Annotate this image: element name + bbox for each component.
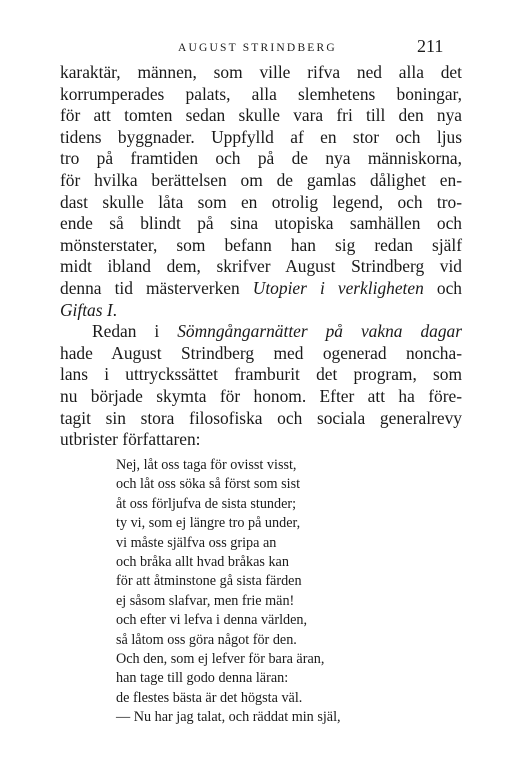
text-line: hade August Strindberg med ogenerad noncha- <box>60 342 462 363</box>
verse-line: och bråka allt hvad bråkas kan <box>116 553 289 570</box>
text-line <box>60 300 462 322</box>
verse-line: han tage till godo denna läran: <box>116 670 289 687</box>
text-line: tro på framtiden och på de nya människorna, <box>60 148 462 169</box>
line-text: . <box>112 299 118 320</box>
text-line: midt ibland dem, skrifver August Strindberg vid <box>60 256 462 277</box>
text-line: utbrister författaren: <box>60 429 201 450</box>
verse-line: de flestes bästa är det högsta väl. <box>116 689 303 706</box>
page-number: 211 <box>417 36 444 56</box>
text-line: tagit sin stora filosofiska och sociala generalrevy <box>60 407 462 428</box>
text-line <box>60 278 462 300</box>
line-text: Redan i <box>92 321 178 342</box>
verse-line: Nej, låt oss taga för ovisst visst, <box>116 457 297 473</box>
verse-line: ej såsom slafvar, men frie män! <box>116 592 295 609</box>
running-head: AUGUST STRINDBERG <box>178 42 337 54</box>
body-text <box>60 62 462 451</box>
line-text: denna tid mästerverken <box>60 277 253 298</box>
verse-line: så låtom oss göra något för den. <box>116 631 297 648</box>
text-line: ende så blindt på sina utopiska samhällen och <box>60 213 462 234</box>
verse-line: — Nu har jag talat, och räddat min själ, <box>116 709 341 726</box>
text-line: för att tomten sedan skulle vara fri till den nya <box>60 105 462 126</box>
verse-line: och låt oss söka så först som sist <box>116 476 301 493</box>
line-text: och <box>423 277 462 298</box>
text-line: för hvilka berättelsen om de gamlas dålighet en- <box>60 169 462 190</box>
work-title-italic: Giftas I <box>60 299 113 320</box>
verse-line: och efter vi lefva i denna världen, <box>116 612 308 629</box>
text-line: nu började skymta för honom. Efter att ha före- <box>60 385 462 406</box>
verse-line: ty vi, som ej längre tro på under, <box>116 515 301 532</box>
text-line: mönsterstater, som befann han sig redan själf <box>60 234 462 255</box>
verse-line: Och den, som ej lefver för bara äran, <box>116 650 325 667</box>
work-title-italic: Sömngångarnätter på vakna dagar <box>177 321 462 342</box>
text-line: tidens byggnader. Uppfylld af en stor och ljus <box>60 126 462 147</box>
verse-line: åt oss förljufva de sista stunder; <box>116 495 297 512</box>
verse-line: för att åtminstone gå sista färden <box>116 573 302 590</box>
text-line: dast skulle låta som en otrolig legend, och tro- <box>60 191 462 212</box>
text-line <box>60 321 462 343</box>
text-line: korrumperades palats, alla slemhetens boningar, <box>60 83 462 104</box>
text-line: lans i uttryckssättet framburit det program, som <box>60 364 462 385</box>
text-line: karaktär, männen, som ville rifva ned alla det <box>60 62 462 82</box>
page-header <box>0 36 520 60</box>
work-title-italic: Utopier i verkligheten <box>252 277 424 298</box>
verse-line: vi måste själfva oss gripa an <box>116 534 277 551</box>
verse-quotation <box>116 456 416 727</box>
